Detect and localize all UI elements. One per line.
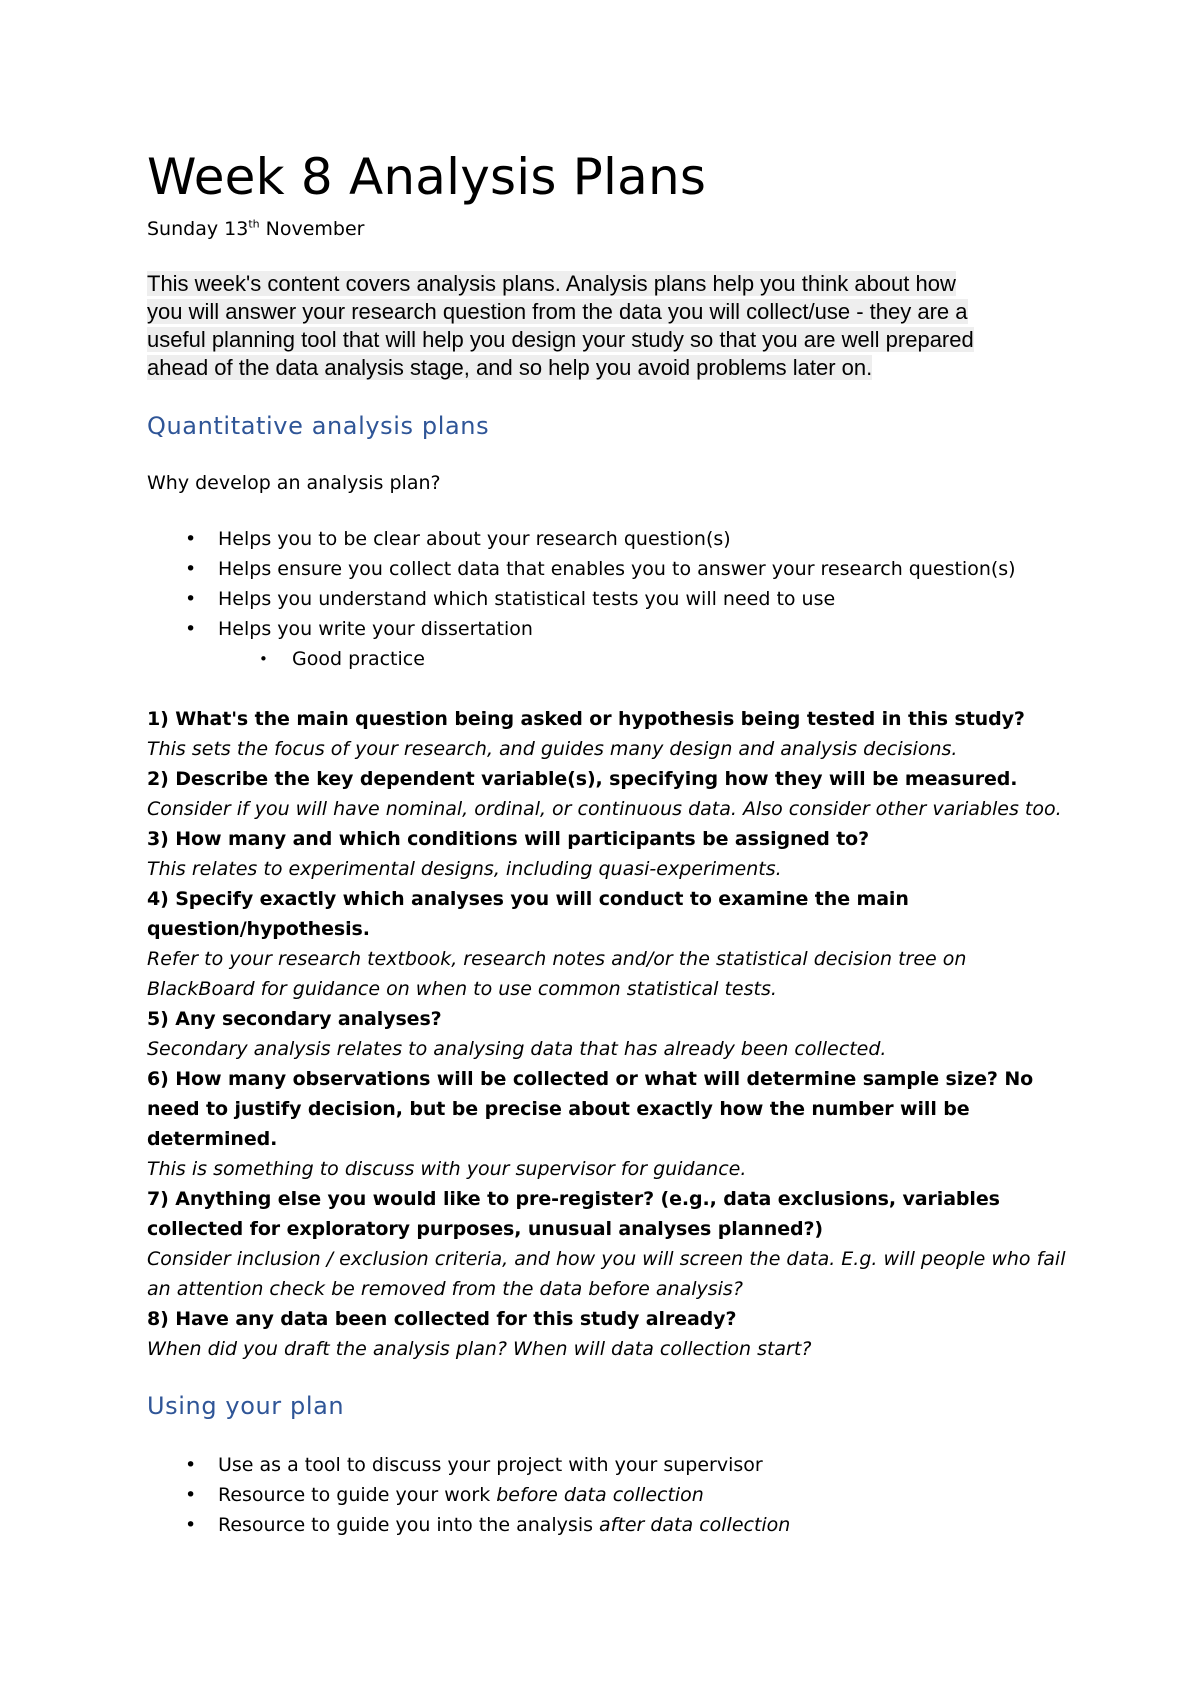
question-text: 8) Have any data been collected for this study already? [147, 1308, 737, 1330]
question-guidance: When did you draft the analysis plan? When will data collection start? [147, 1338, 812, 1360]
question-text: 6) How many observations will be collected or what will determine sample size? No need to justify decision, but be precise about exactly how the number will be determined. [147, 1068, 1034, 1150]
why-question: Why develop an analysis plan? [147, 472, 441, 494]
bullet-icon: • [185, 588, 197, 610]
document-content [147, 140, 1067, 1540]
list-item: • Helps ensure you collect data that enables you to answer your research question(s) [147, 554, 1067, 584]
bullet-icon: • [185, 618, 197, 640]
intro-line: ahead of the data analysis stage, and so help you avoid problems later on. [147, 355, 873, 380]
intro-line: This week's content covers analysis plans. Analysis plans help you think about how [147, 271, 956, 296]
intro-paragraph [147, 270, 1067, 382]
bullet-icon: • [185, 1514, 197, 1536]
intro-line: you will answer your research question from the data you will collect/use - they are a [147, 299, 968, 324]
question-text: 5) Any secondary analyses? [147, 1008, 442, 1030]
list-item: • Resource to guide your work before data collection [147, 1480, 1067, 1510]
list-item: • Use as a tool to discuss your project with your supervisor [147, 1450, 1067, 1480]
question-guidance: Secondary analysis relates to analysing data that has already been collected. [147, 1038, 887, 1060]
question-guidance: This relates to experimental designs, including quasi-experiments. [147, 858, 782, 880]
question-text: 1) What's the main question being asked or hypothesis being tested in this study? [147, 708, 1025, 730]
date-line [147, 214, 1067, 244]
question-guidance: This is something to discuss with your supervisor for guidance. [147, 1158, 747, 1180]
quantitative-heading: Quantitative analysis plans [147, 412, 490, 440]
list-item: • Resource to guide you into the analysis after data collection [147, 1510, 1067, 1540]
question-guidance: Refer to your research textbook, research notes and/or the statistical decision tree on BlackBoard for guidance on when to use common statistical tests. [147, 948, 967, 1000]
sub-list-item: • Good practice [147, 644, 1067, 674]
bullet-icon: • [259, 650, 268, 668]
question-text: 3) How many and which conditions will participants be assigned to? [147, 828, 870, 850]
date-month: November [265, 218, 365, 240]
date-suffix: th [248, 217, 260, 231]
question-guidance: Consider if you will have nominal, ordinal, or continuous data. Also consider other variables too. [147, 798, 1062, 820]
question-text: 4) Specify exactly which analyses you will conduct to examine the main question/hypothesis. [147, 888, 909, 940]
list-item: • Helps you understand which statistical tests you will need to use [147, 584, 1067, 614]
bullet-icon: • [185, 1484, 197, 1506]
question-text: 2) Describe the key dependent variable(s), specifying how they will be measured. [147, 768, 1018, 790]
bullet-icon: • [185, 558, 197, 580]
intro-line: useful planning tool that will help you design your study so that you are well prepared [147, 327, 974, 352]
question-guidance: Consider inclusion / exclusion criteria, and how you will screen the data. E.g. will people who fail an attention check be removed from the data before analysis? [147, 1248, 1066, 1300]
page-title: Week 8 Analysis Plans [147, 148, 707, 206]
date-day: Sunday 13 [147, 218, 249, 240]
question-text: 7) Anything else you would like to pre-register? (e.g., data exclusions, variables collected for exploratory purposes, unusual analyses planned?) [147, 1188, 1000, 1240]
bullet-icon: • [185, 528, 197, 550]
list-item: • Helps you write your dissertation [147, 614, 1067, 644]
why-bullet-list [147, 524, 1067, 674]
list-item: • Helps you to be clear about your research question(s) [147, 524, 1067, 554]
question-guidance: This sets the focus of your research, and guides many design and analysis decisions. [147, 738, 958, 760]
question-list [147, 704, 1067, 1364]
using-plan-heading: Using your plan [147, 1392, 345, 1420]
using-bullet-list [147, 1450, 1067, 1540]
bullet-icon: • [185, 1454, 197, 1476]
